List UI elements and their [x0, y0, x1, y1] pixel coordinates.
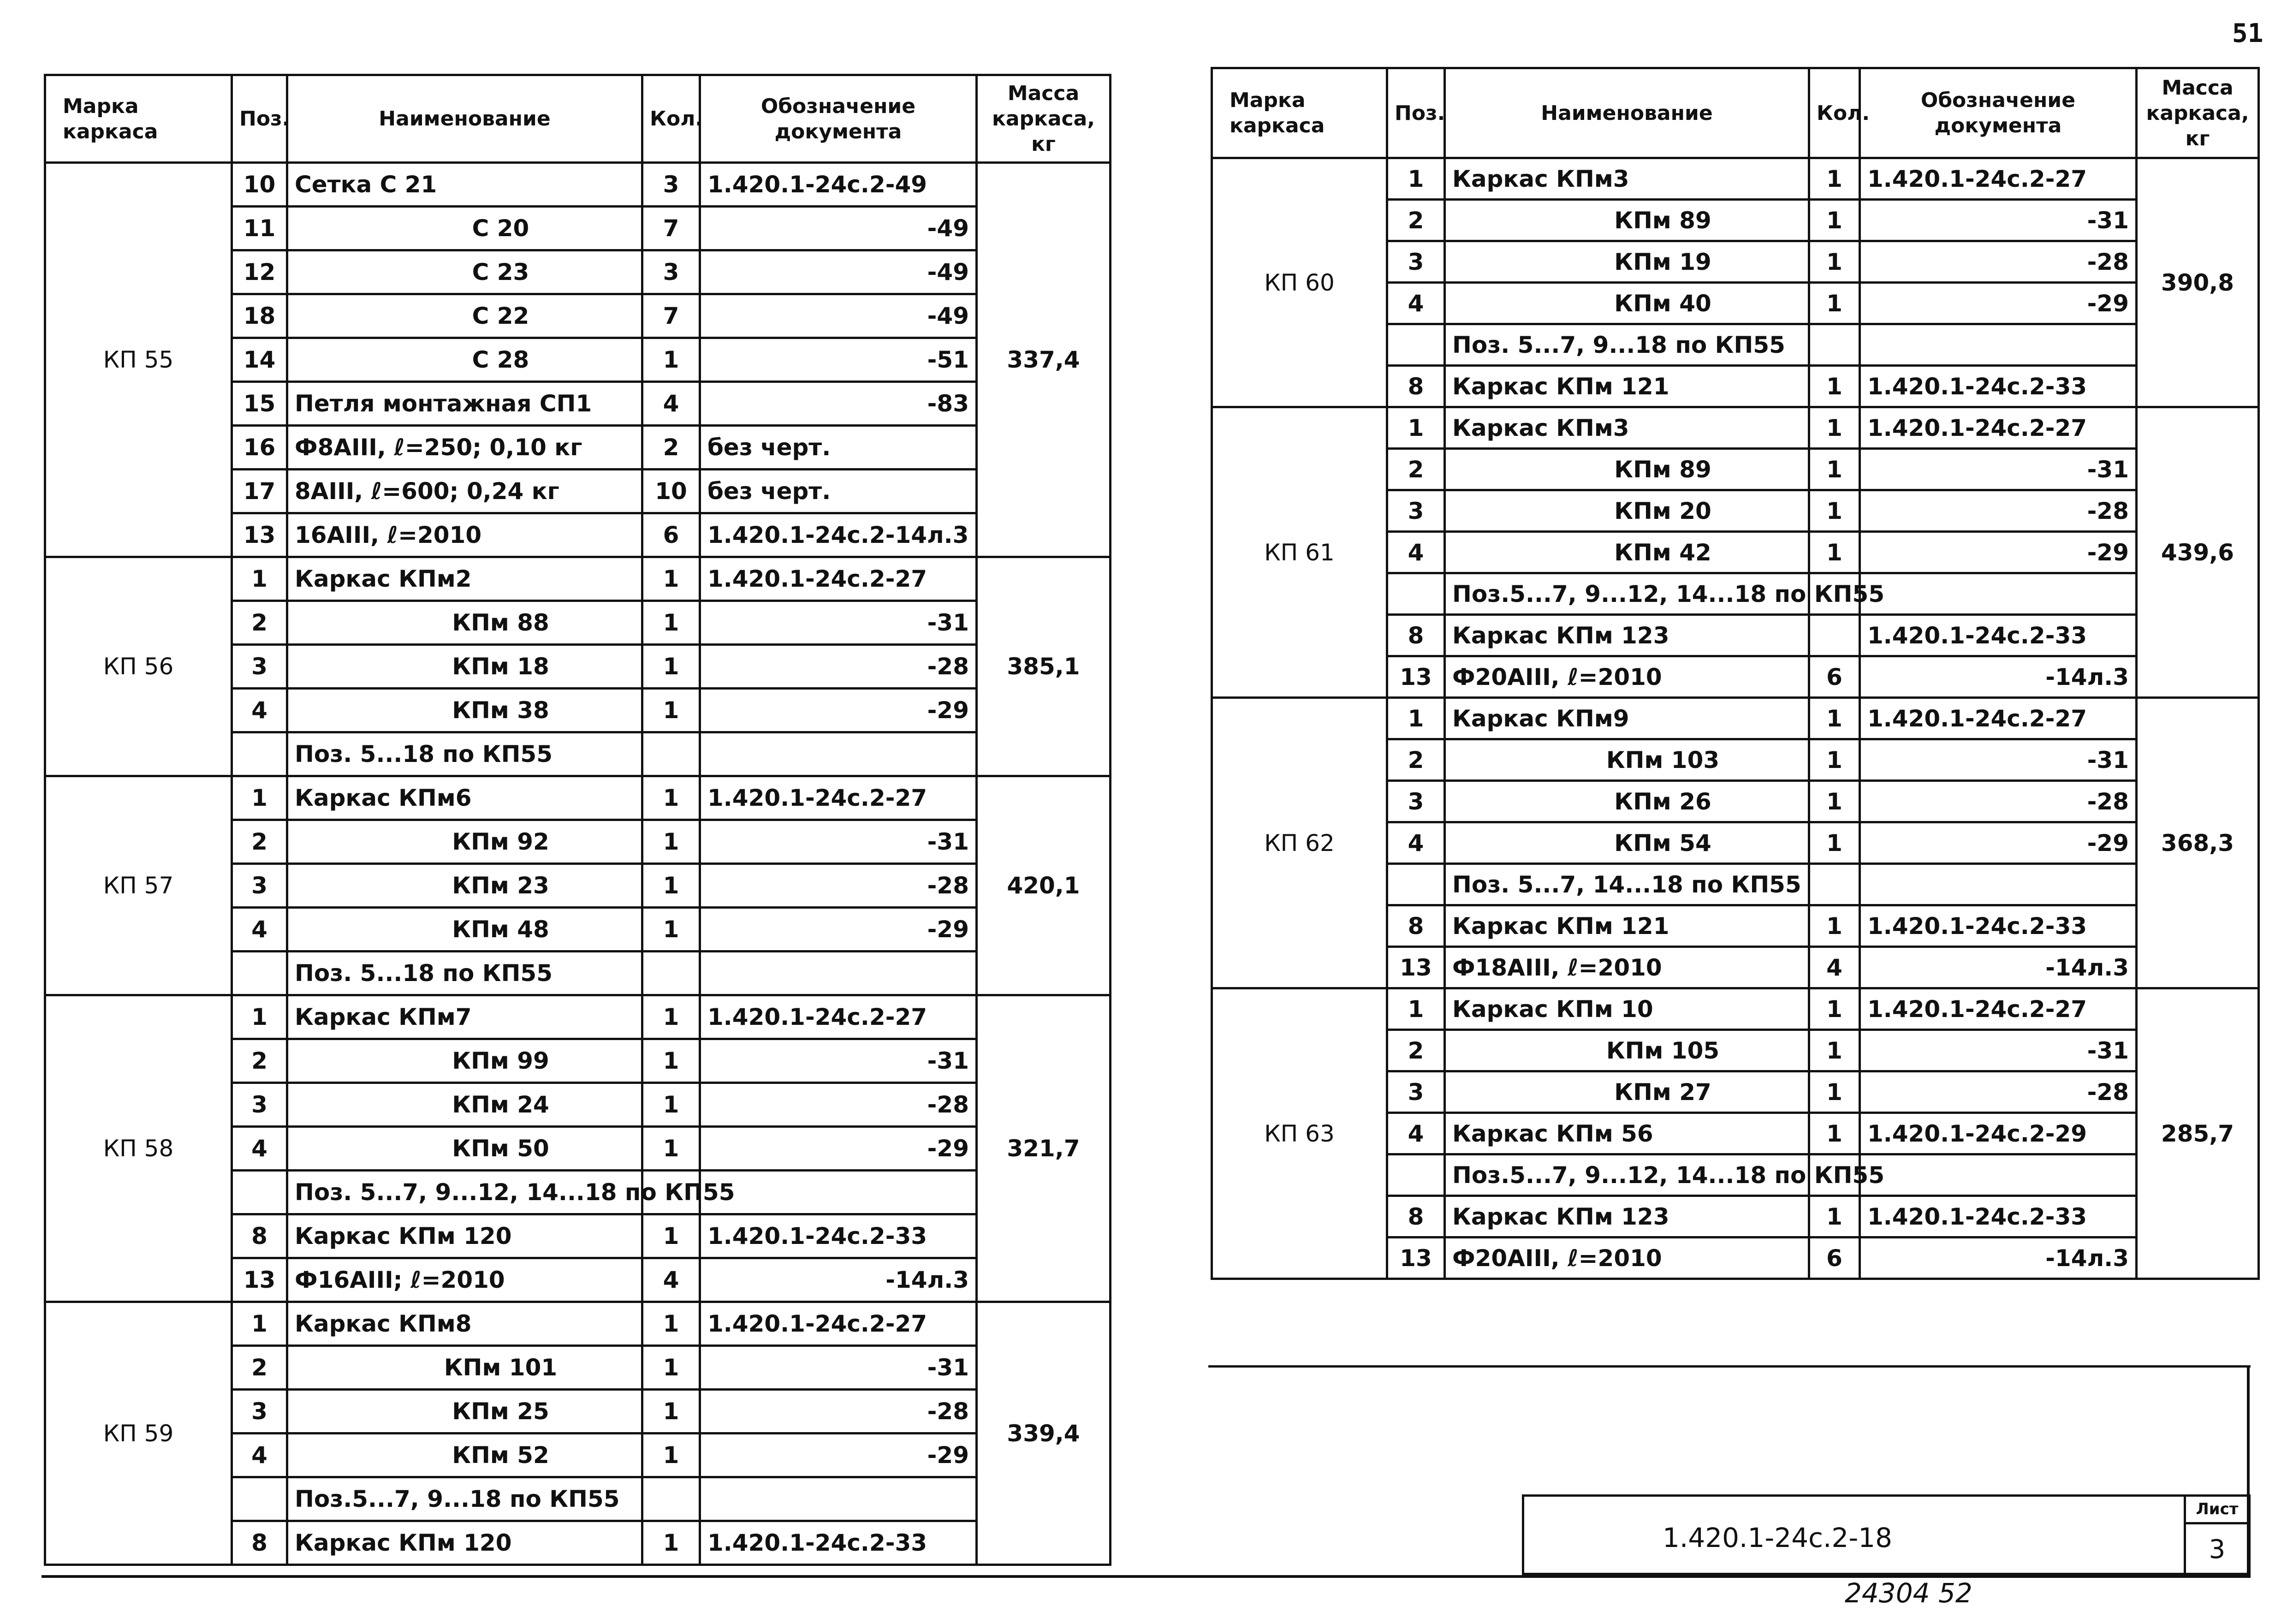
qty-cell: 1: [642, 1127, 700, 1171]
name-cell: Поз. 5...18 по КП55: [287, 952, 642, 995]
position-cell: [1387, 864, 1445, 905]
position-cell: 14: [232, 338, 287, 382]
frame-mark: КП 59: [45, 1302, 232, 1565]
name-cell: Поз. 5...7, 14...18 по КП55: [1445, 864, 1809, 905]
name-cell: Каркас КПм 121: [1445, 366, 1809, 407]
doc-cell: -31: [700, 820, 977, 864]
name-cell: КПм 26: [1445, 781, 1809, 822]
position-cell: 3: [1387, 490, 1445, 532]
doc-cell: -28: [700, 1390, 977, 1434]
doc-cell: -29: [700, 1127, 977, 1171]
qty-cell: [642, 952, 700, 995]
header-qty: Кол.: [642, 75, 700, 163]
qty-cell: 4: [642, 1258, 700, 1302]
doc-cell: 1.420.1-24с.2-27: [1860, 698, 2137, 739]
doc-cell: -31: [700, 1346, 977, 1390]
name-cell: 16АIII, ℓ=2010: [287, 513, 642, 557]
frame-mass: 321,7: [977, 995, 1111, 1302]
doc-cell: -31: [1860, 200, 2137, 241]
doc-cell: -28: [700, 864, 977, 908]
frame-mass: 368,3: [2137, 698, 2259, 988]
doc-cell: 1.420.1-24с.2-27: [700, 995, 977, 1039]
doc-cell: 1.420.1-24с.2-33: [700, 1214, 977, 1258]
header-doc: Обозначение документа: [700, 75, 977, 163]
header-row: [1212, 68, 2259, 158]
qty-cell: 1: [642, 1214, 700, 1258]
frame-mass: 420,1: [977, 776, 1111, 995]
qty-cell: 1: [642, 908, 700, 952]
position-cell: 16: [232, 426, 287, 470]
qty-cell: 4: [642, 382, 700, 426]
frame-mark: КП 58: [45, 995, 232, 1302]
doc-cell: 1.420.1-24с.2-49: [700, 163, 977, 207]
frame-mark: КП 63: [1212, 988, 1387, 1279]
qty-cell: 4: [1809, 947, 1860, 988]
position-cell: 2: [232, 601, 287, 645]
table-row: [45, 776, 1111, 820]
name-cell: С 20: [287, 207, 642, 250]
doc-cell: 1.420.1-24с.2-27: [700, 1302, 977, 1346]
position-cell: [232, 732, 287, 776]
doc-cell: -29: [700, 908, 977, 952]
header-pos: Поз.: [1387, 68, 1445, 158]
name-cell: Поз.5...7, 9...18 по КП55: [287, 1477, 642, 1521]
doc-cell: -14л.3: [1860, 1237, 2137, 1279]
qty-cell: 1: [1809, 1113, 1860, 1154]
name-cell: Каркас КПм7: [287, 995, 642, 1039]
position-cell: 2: [1387, 449, 1445, 490]
frame-mark: КП 57: [45, 776, 232, 995]
position-cell: [1387, 1154, 1445, 1196]
name-cell: Каркас КПм9: [1445, 698, 1809, 739]
sheet-number: 51: [2232, 18, 2263, 48]
doc-cell: 1.420.1-24с.2-27: [1860, 158, 2137, 200]
position-cell: 15: [232, 382, 287, 426]
spec-table-right: [1211, 67, 2260, 1280]
sheet-box: [2184, 1497, 2248, 1573]
position-cell: [232, 1171, 287, 1214]
qty-cell: [642, 732, 700, 776]
name-cell: КПм 92: [287, 820, 642, 864]
frame-mass: 385,1: [977, 557, 1111, 776]
name-cell: Ф16АIII; ℓ=2010: [287, 1258, 642, 1302]
doc-cell: 1.420.1-24с.2-33: [1860, 1196, 2137, 1237]
document-code: 1.420.1-24с.2-18: [1663, 1522, 1893, 1553]
qty-cell: 6: [1809, 1237, 1860, 1279]
name-cell: Каркас КПм3: [1445, 158, 1809, 200]
header-mark: Марка каркаса: [45, 75, 232, 163]
qty-cell: 1: [642, 645, 700, 689]
doc-cell: -83: [700, 382, 977, 426]
name-cell: Петля монтажная СП1: [287, 382, 642, 426]
qty-cell: 1: [1809, 366, 1860, 407]
position-cell: 13: [1387, 947, 1445, 988]
doc-cell: [1860, 864, 2137, 905]
doc-cell: -31: [700, 1039, 977, 1083]
doc-cell: 1.420.1-24с.2-27: [1860, 988, 2137, 1030]
name-cell: Каркас КПм 10: [1445, 988, 1809, 1030]
position-cell: 3: [232, 645, 287, 689]
qty-cell: 6: [642, 513, 700, 557]
name-cell: КПм 103: [1445, 739, 1809, 781]
doc-cell: -28: [1860, 490, 2137, 532]
doc-cell: [1860, 324, 2137, 366]
qty-cell: 1: [642, 1434, 700, 1477]
position-cell: [1387, 573, 1445, 615]
qty-cell: 10: [642, 470, 700, 513]
name-cell: КПм 89: [1445, 200, 1809, 241]
position-cell: 8: [1387, 1196, 1445, 1237]
frame-mass: 390,8: [2137, 158, 2259, 407]
qty-cell: 7: [642, 294, 700, 338]
doc-cell: 1.420.1-24с.2-14л.3: [700, 513, 977, 557]
name-cell: Ф20АIII, ℓ=2010: [1445, 656, 1809, 698]
doc-cell: -29: [700, 1434, 977, 1477]
name-cell: КПм 20: [1445, 490, 1809, 532]
qty-cell: 1: [642, 689, 700, 732]
qty-cell: 1: [1809, 241, 1860, 283]
qty-cell: 1: [1809, 905, 1860, 947]
name-cell: Ф8АIII, ℓ=250; 0,10 кг: [287, 426, 642, 470]
name-cell: Ф20АIII, ℓ=2010: [1445, 1237, 1809, 1279]
position-cell: 2: [232, 1346, 287, 1390]
name-cell: Каркас КПм 123: [1445, 1196, 1809, 1237]
qty-cell: 1: [1809, 283, 1860, 324]
frame-mass: 339,4: [977, 1302, 1111, 1565]
qty-cell: 1: [642, 820, 700, 864]
doc-cell: [700, 1477, 977, 1521]
qty-cell: 1: [1809, 988, 1860, 1030]
position-cell: 13: [1387, 656, 1445, 698]
qty-cell: 1: [1809, 407, 1860, 449]
frame-mass: 337,4: [977, 163, 1111, 557]
position-cell: 3: [232, 1390, 287, 1434]
name-cell: КПм 24: [287, 1083, 642, 1127]
header-mass: Масса каркаса, кг: [977, 75, 1111, 163]
name-cell: 8АIII, ℓ=600; 0,24 кг: [287, 470, 642, 513]
name-cell: Каркас КПм 121: [1445, 905, 1809, 947]
doc-cell: 1.420.1-24с.2-27: [1860, 407, 2137, 449]
position-cell: 13: [232, 513, 287, 557]
qty-cell: [1809, 324, 1860, 366]
name-cell: Поз.5...7, 9...12, 14...18 по КП55: [1445, 1154, 1809, 1196]
frame-mark: КП 55: [45, 163, 232, 557]
position-cell: 1: [1387, 407, 1445, 449]
position-cell: 4: [232, 908, 287, 952]
sheet-label: Лист: [2186, 1497, 2248, 1524]
header-mass: Масса каркаса, кг: [2137, 68, 2259, 158]
doc-cell: 1.420.1-24с.2-27: [700, 776, 977, 820]
position-cell: [232, 1477, 287, 1521]
table-row: [1212, 158, 2259, 200]
name-cell: КПм 38: [287, 689, 642, 732]
name-cell: Поз. 5...18 по КП55: [287, 732, 642, 776]
frame-mass: 285,7: [2137, 988, 2259, 1279]
position-cell: 8: [232, 1214, 287, 1258]
position-cell: 1: [1387, 158, 1445, 200]
name-cell: Каркас КПм3: [1445, 407, 1809, 449]
doc-cell: -28: [700, 1083, 977, 1127]
name-cell: Ф18АIII, ℓ=2010: [1445, 947, 1809, 988]
position-cell: 13: [232, 1258, 287, 1302]
qty-cell: 1: [1809, 1196, 1860, 1237]
doc-cell: [1860, 573, 2137, 615]
position-cell: 3: [1387, 781, 1445, 822]
position-cell: 8: [232, 1521, 287, 1565]
qty-cell: 1: [1809, 822, 1860, 864]
name-cell: Поз. 5...7, 9...18 по КП55: [1445, 324, 1809, 366]
qty-cell: 6: [1809, 656, 1860, 698]
doc-cell: -14л.3: [700, 1258, 977, 1302]
name-cell: КПм 88: [287, 601, 642, 645]
qty-cell: 1: [642, 338, 700, 382]
table-row: [45, 163, 1111, 207]
name-cell: С 28: [287, 338, 642, 382]
doc-cell: -49: [700, 294, 977, 338]
name-cell: Каркас КПм 120: [287, 1521, 642, 1565]
position-cell: 1: [232, 995, 287, 1039]
doc-cell: -29: [700, 689, 977, 732]
name-cell: Каркас КПм 56: [1445, 1113, 1809, 1154]
doc-cell: -31: [1860, 449, 2137, 490]
qty-cell: 1: [642, 557, 700, 601]
position-cell: 4: [1387, 283, 1445, 324]
doc-cell: [700, 732, 977, 776]
position-cell: 3: [1387, 241, 1445, 283]
position-cell: 17: [232, 470, 287, 513]
position-cell: 2: [1387, 200, 1445, 241]
qty-cell: 1: [642, 995, 700, 1039]
name-cell: Каркас КПм2: [287, 557, 642, 601]
position-cell: 4: [232, 1127, 287, 1171]
name-cell: КПм 54: [1445, 822, 1809, 864]
qty-cell: 1: [1809, 1030, 1860, 1071]
doc-cell: -31: [1860, 739, 2137, 781]
qty-cell: 1: [642, 601, 700, 645]
position-cell: 3: [1387, 1071, 1445, 1113]
doc-cell: -28: [1860, 241, 2137, 283]
position-cell: [1387, 324, 1445, 366]
doc-cell: -49: [700, 250, 977, 294]
position-cell: 1: [232, 557, 287, 601]
doc-cell: -28: [1860, 1071, 2137, 1113]
doc-cell: 1.420.1-24с.2-33: [1860, 905, 2137, 947]
header-qty: Кол.: [1809, 68, 1860, 158]
qty-cell: 1: [1809, 449, 1860, 490]
header-row: [45, 75, 1111, 163]
name-cell: Каркас КПм8: [287, 1302, 642, 1346]
position-cell: 4: [1387, 822, 1445, 864]
table-row: [45, 557, 1111, 601]
doc-cell: -14л.3: [1860, 656, 2137, 698]
doc-cell: -49: [700, 207, 977, 250]
position-cell: 1: [1387, 698, 1445, 739]
position-cell: 10: [232, 163, 287, 207]
frame-mass: 439,6: [2137, 407, 2259, 698]
name-cell: КПм 48: [287, 908, 642, 952]
qty-cell: 1: [1809, 781, 1860, 822]
frame-mark: КП 56: [45, 557, 232, 776]
qty-cell: 1: [1809, 1071, 1860, 1113]
position-cell: 3: [232, 864, 287, 908]
position-cell: 2: [1387, 739, 1445, 781]
position-cell: 12: [232, 250, 287, 294]
name-cell: КПм 99: [287, 1039, 642, 1083]
position-cell: 8: [1387, 615, 1445, 656]
qty-cell: 1: [642, 776, 700, 820]
inventory-number: 24304 52: [1845, 1577, 1972, 1609]
doc-cell: -31: [1860, 1030, 2137, 1071]
table-row: [1212, 988, 2259, 1030]
doc-cell: 1.420.1-24с.2-33: [1860, 366, 2137, 407]
position-cell: 1: [1387, 988, 1445, 1030]
position-cell: 2: [232, 820, 287, 864]
header-doc: Обозначение документа: [1860, 68, 2137, 158]
name-cell: КПм 40: [1445, 283, 1809, 324]
doc-cell: -29: [1860, 532, 2137, 573]
spec-table-left: [44, 74, 1111, 1566]
qty-cell: 1: [642, 1346, 700, 1390]
doc-cell: 1.420.1-24с.2-29: [1860, 1113, 2137, 1154]
doc-cell: 1.420.1-24с.2-33: [1860, 615, 2137, 656]
position-cell: 1: [232, 776, 287, 820]
table-row: [45, 1302, 1111, 1346]
table-row: [1212, 698, 2259, 739]
qty-cell: 1: [1809, 490, 1860, 532]
qty-cell: 1: [642, 1039, 700, 1083]
name-cell: Поз. 5...7, 9...12, 14...18 по КП55: [287, 1171, 642, 1214]
header-name: Наименование: [287, 75, 642, 163]
name-cell: С 22: [287, 294, 642, 338]
name-cell: КПм 27: [1445, 1071, 1809, 1113]
qty-cell: 7: [642, 207, 700, 250]
position-cell: 18: [232, 294, 287, 338]
doc-cell: 1.420.1-24с.2-27: [700, 557, 977, 601]
qty-cell: 1: [1809, 698, 1860, 739]
name-cell: КПм 101: [287, 1346, 642, 1390]
position-cell: [232, 952, 287, 995]
qty-cell: 2: [642, 426, 700, 470]
name-cell: Каркас КПм6: [287, 776, 642, 820]
name-cell: КПм 19: [1445, 241, 1809, 283]
doc-cell: -31: [700, 601, 977, 645]
name-cell: КПм 105: [1445, 1030, 1809, 1071]
frame-mark: КП 62: [1212, 698, 1387, 988]
qty-cell: 1: [1809, 200, 1860, 241]
frame-mark: КП 61: [1212, 407, 1387, 698]
position-cell: 2: [1387, 1030, 1445, 1071]
position-cell: 8: [1387, 366, 1445, 407]
name-cell: Каркас КПм 120: [287, 1214, 642, 1258]
title-block: [1522, 1494, 2251, 1575]
doc-cell: -28: [1860, 781, 2137, 822]
name-cell: КПм 52: [287, 1434, 642, 1477]
name-cell: КПм 25: [287, 1390, 642, 1434]
table-row: [45, 995, 1111, 1039]
doc-cell: -28: [700, 645, 977, 689]
name-cell: КПм 50: [287, 1127, 642, 1171]
name-cell: Сетка С 21: [287, 163, 642, 207]
frame-mark: КП 60: [1212, 158, 1387, 407]
position-cell: 4: [232, 689, 287, 732]
doc-cell: [1860, 1154, 2137, 1196]
doc-cell: -29: [1860, 283, 2137, 324]
qty-cell: 3: [642, 163, 700, 207]
table-row: [1212, 407, 2259, 449]
qty-cell: 3: [642, 250, 700, 294]
position-cell: 8: [1387, 905, 1445, 947]
name-cell: Каркас КПм 123: [1445, 615, 1809, 656]
sheet-value: 3: [2209, 1535, 2226, 1565]
doc-cell: -14л.3: [1860, 947, 2137, 988]
qty-cell: [642, 1477, 700, 1521]
position-cell: 3: [232, 1083, 287, 1127]
position-cell: 11: [232, 207, 287, 250]
doc-cell: -29: [1860, 822, 2137, 864]
doc-cell: [700, 1171, 977, 1214]
name-cell: КПм 89: [1445, 449, 1809, 490]
position-cell: 1: [232, 1302, 287, 1346]
name-cell: КПм 23: [287, 864, 642, 908]
position-cell: 4: [1387, 1113, 1445, 1154]
qty-cell: 1: [1809, 158, 1860, 200]
doc-cell: [700, 952, 977, 995]
position-cell: 4: [1387, 532, 1445, 573]
qty-cell: 1: [1809, 739, 1860, 781]
qty-cell: 1: [1809, 532, 1860, 573]
qty-cell: [1809, 864, 1860, 905]
qty-cell: 1: [642, 1302, 700, 1346]
name-cell: С 23: [287, 250, 642, 294]
doc-cell: без черт.: [700, 426, 977, 470]
header-mark: Марка каркаса: [1212, 68, 1387, 158]
position-cell: 2: [232, 1039, 287, 1083]
name-cell: КПм 42: [1445, 532, 1809, 573]
name-cell: КПм 18: [287, 645, 642, 689]
position-cell: 4: [232, 1434, 287, 1477]
qty-cell: 1: [642, 864, 700, 908]
qty-cell: 1: [642, 1390, 700, 1434]
qty-cell: 1: [642, 1083, 700, 1127]
doc-cell: без черт.: [700, 470, 977, 513]
qty-cell: [1809, 615, 1860, 656]
position-cell: 13: [1387, 1237, 1445, 1279]
doc-cell: 1.420.1-24с.2-33: [700, 1521, 977, 1565]
header-pos: Поз.: [232, 75, 287, 163]
qty-cell: 1: [642, 1521, 700, 1565]
frame-divider: [1208, 1365, 2251, 1368]
header-name: Наименование: [1445, 68, 1809, 158]
name-cell: Поз.5...7, 9...12, 14...18 по КП55: [1445, 573, 1809, 615]
doc-cell: -51: [700, 338, 977, 382]
